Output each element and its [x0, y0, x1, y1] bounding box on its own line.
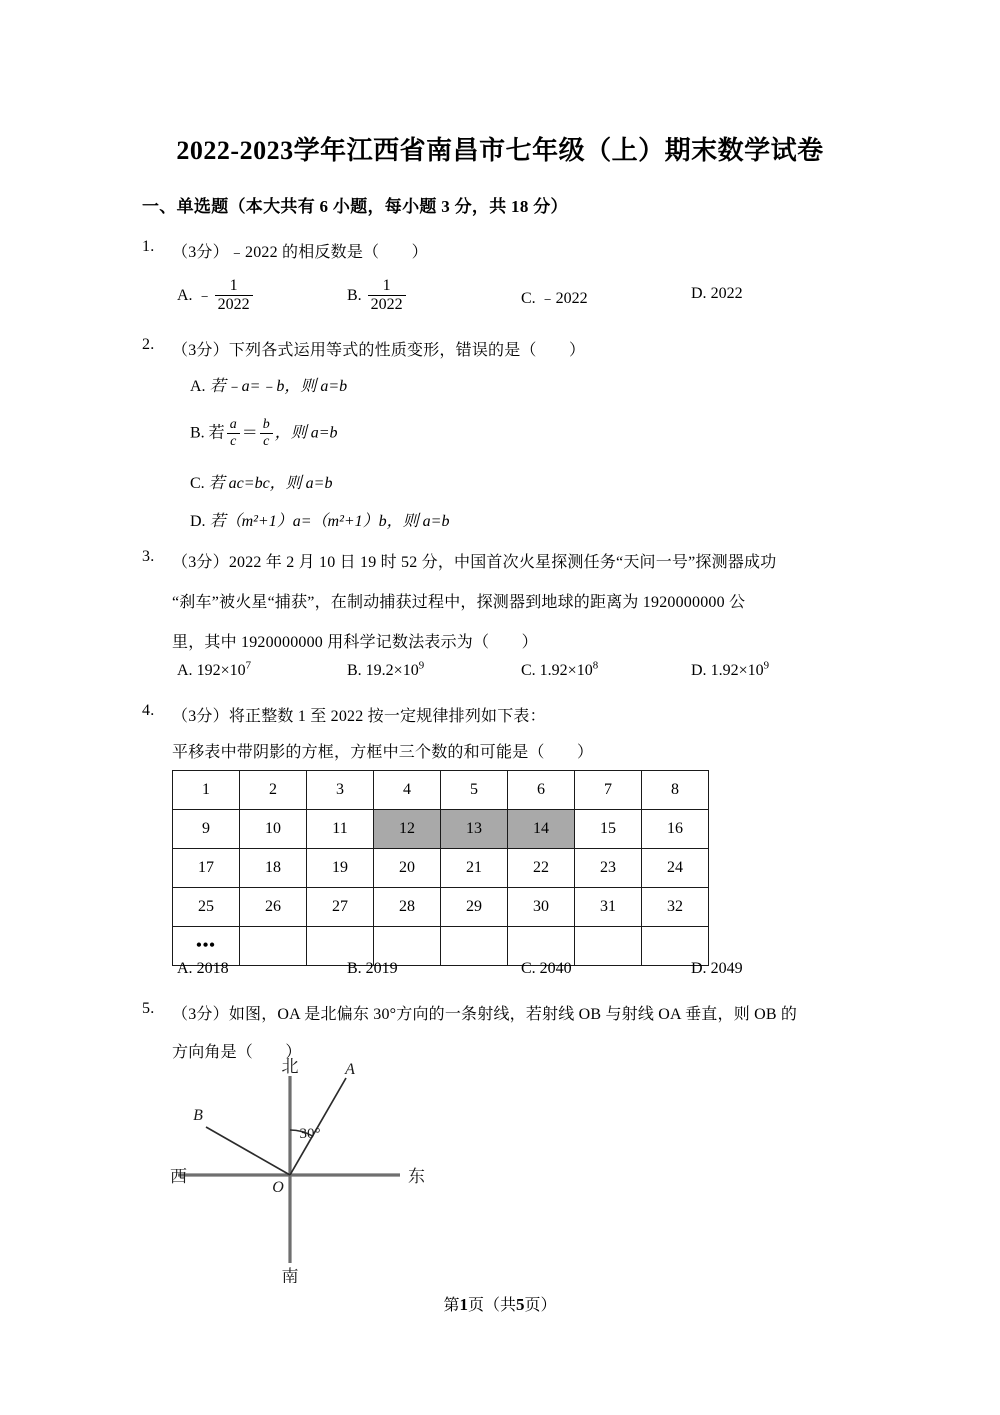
option-label: A.: [177, 287, 193, 304]
question-1-stem: [172, 238, 428, 268]
question-5-stem-line-1: [172, 1000, 797, 1030]
table-cell: 16: [642, 810, 709, 849]
footer-total-pages: 5: [516, 1295, 525, 1314]
option-exponent: 9: [763, 659, 770, 672]
option-mantissa: 1.92×10: [539, 662, 593, 679]
question-1-option-c[interactable]: [521, 285, 588, 308]
label-north: 北: [281, 1058, 299, 1076]
question-1-points: （3分）: [172, 244, 229, 261]
question-1-option-b[interactable]: [347, 278, 408, 314]
table-cell-ellipsis: •••: [173, 927, 240, 966]
question-4-number: 4.: [142, 702, 155, 719]
option-label: A.: [190, 378, 206, 395]
question-4-option-b[interactable]: [347, 960, 398, 978]
table-cell: 5: [441, 771, 508, 810]
fraction-denominator: 2022: [370, 295, 403, 313]
table-cell: 17: [173, 849, 240, 888]
option-label: D.: [190, 513, 206, 530]
label-south: 南: [281, 1267, 299, 1283]
page-title: 2022-2023学年江西省南昌市七年级（上）期末数学试卷: [176, 136, 824, 165]
option-label: B.: [347, 662, 362, 679]
option-label: C.: [521, 960, 536, 977]
table-cell: 3: [307, 771, 374, 810]
option-text: 2049: [710, 960, 743, 977]
option-label: D.: [691, 285, 707, 302]
table-cell: 2: [240, 771, 307, 810]
option-label: C.: [521, 662, 536, 679]
question-4-option-c[interactable]: [521, 960, 572, 978]
option-text: ﹣2022: [539, 290, 588, 307]
table-cell: 10: [240, 810, 307, 849]
footer-suffix: 页）: [524, 1297, 557, 1314]
table-cell: 22: [508, 849, 575, 888]
table-row: [173, 888, 709, 927]
question-3-option-a[interactable]: [177, 659, 252, 680]
table-cell: 9: [173, 810, 240, 849]
question-4-stem-line-1: [172, 702, 546, 732]
label-ray-a: A: [345, 1061, 355, 1078]
question-3-text-1: 2022 年 2 月 10 日 19 时 52 分，中国首次火星探测任务“天问一号”探测器成功: [228, 554, 777, 571]
table-cell: 20: [374, 849, 441, 888]
option-text: 2040: [539, 960, 572, 977]
equals-sign: ＝: [241, 424, 258, 442]
option-mantissa: 19.2×10: [365, 662, 419, 679]
section-heading: 一、单选题（本大共有 6 小题，每小题 3 分，共 18 分）: [142, 197, 568, 216]
option-text: 2019: [365, 960, 398, 977]
table-cell: 21: [441, 849, 508, 888]
table-cell: [240, 927, 307, 966]
compass-direction-figure: [160, 1058, 450, 1283]
option-tail: ，则 a=b: [274, 424, 338, 442]
option-text: 2022: [710, 285, 743, 302]
table-cell: [441, 927, 508, 966]
fraction-denominator: c: [230, 433, 237, 449]
question-2-stem: [172, 336, 585, 366]
number-arrangement-table: [172, 770, 709, 966]
table-cell: 4: [374, 771, 441, 810]
fraction-numerator: b: [260, 418, 273, 434]
table-cell: 31: [575, 888, 642, 927]
question-3-points: （3分）: [172, 554, 229, 571]
option-label: D.: [691, 662, 707, 679]
fraction-denominator: 2022: [217, 295, 250, 313]
question-2-text: 下列各式运用等式的性质变形，错误的是（ ）: [228, 342, 586, 359]
option-exponent: 8: [592, 659, 599, 672]
question-5-number: 5.: [142, 1000, 155, 1017]
option-exponent: 9: [418, 659, 425, 672]
fraction-right: [260, 418, 273, 450]
option-text: 2018: [196, 960, 229, 977]
option-label: C.: [190, 475, 205, 492]
option-text: 若 ac=bc，则 a=b: [208, 475, 333, 492]
table-cell: 6: [508, 771, 575, 810]
table-cell: 8: [642, 771, 709, 810]
question-2-option-c[interactable]: [190, 470, 332, 493]
label-origin: O: [272, 1179, 284, 1196]
option-label: A.: [177, 662, 193, 679]
option-label: B.: [190, 424, 205, 442]
option-text: 若（m²+1）a=（m²+1）b，则 a=b: [209, 513, 450, 530]
table-cell: 24: [642, 849, 709, 888]
table-row: [173, 849, 709, 888]
table-cell: 25: [173, 888, 240, 927]
table-row: [173, 810, 709, 849]
question-4-stem-line-2: 平移表中带阴影的方框，方框中三个数的和可能是（ ）: [172, 744, 594, 761]
question-1-option-d[interactable]: [691, 285, 743, 303]
table-cell: 29: [441, 888, 508, 927]
question-2-points: （3分）: [172, 342, 229, 359]
fraction-left: [227, 418, 240, 450]
table-cell: 28: [374, 888, 441, 927]
table-cell: 1: [173, 771, 240, 810]
option-label: B.: [347, 287, 362, 304]
table-cell: 32: [642, 888, 709, 927]
option-lead: 若: [208, 424, 225, 442]
table-cell: 27: [307, 888, 374, 927]
question-1-option-a[interactable]: [177, 278, 255, 314]
option-label: C.: [521, 290, 536, 307]
footer-middle: 页（共: [467, 1297, 516, 1314]
label-east: 东: [408, 1167, 425, 1186]
fraction-numerator: 1: [368, 278, 406, 296]
footer-page-number: 1: [459, 1295, 468, 1314]
option-sign: ﹣: [196, 287, 213, 304]
option-label: D.: [691, 960, 707, 977]
fraction-numerator: 1: [215, 278, 253, 296]
table-row: [173, 927, 709, 966]
question-4-text-1: 将正整数 1 至 2022 按一定规律排列如下表：: [228, 708, 546, 725]
table-cell: 11: [307, 810, 374, 849]
table-cell: 30: [508, 888, 575, 927]
table-cell: 26: [240, 888, 307, 927]
label-angle: 30°: [299, 1126, 321, 1142]
question-5-text-1: 如图，OA 是北偏东 30°方向的一条射线，若射线 OB 与射线 OA 垂直，则 OB 的: [228, 1006, 798, 1023]
table-body: [173, 771, 709, 966]
question-4-option-a[interactable]: [177, 960, 229, 978]
footer-prefix: 第: [443, 1297, 460, 1314]
table-cell: 23: [575, 849, 642, 888]
fraction-numerator: a: [227, 418, 240, 434]
ray-ob: [206, 1127, 290, 1175]
question-3-option-b[interactable]: [347, 659, 425, 680]
option-exponent: 7: [245, 659, 252, 672]
table-cell: 18: [240, 849, 307, 888]
question-1-text: ﹣2022 的相反数是（ ）: [228, 244, 428, 261]
question-5-points: （3分）: [172, 1006, 229, 1023]
option-text: 若﹣a=﹣b，则 a=b: [209, 378, 348, 395]
page-footer: [0, 1292, 1000, 1315]
table-cell-shaded: 14: [508, 810, 575, 849]
table-cell-shaded: 13: [441, 810, 508, 849]
option-label: A.: [177, 960, 193, 977]
table-cell: 19: [307, 849, 374, 888]
question-5-stem-line-2: 方向角是（ ）: [172, 1044, 302, 1061]
question-2-number: 2.: [142, 336, 155, 353]
table-cell: 15: [575, 810, 642, 849]
question-3-option-c[interactable]: [521, 659, 599, 680]
question-1-number: 1.: [142, 238, 155, 255]
label-ray-b: B: [193, 1107, 203, 1124]
table-cell: 7: [575, 771, 642, 810]
option-mantissa: 1.92×10: [710, 662, 764, 679]
question-2-option-b[interactable]: [190, 418, 338, 450]
fraction-denominator: c: [263, 433, 270, 449]
question-2-option-d[interactable]: [190, 508, 449, 531]
label-west: 西: [170, 1167, 187, 1186]
table-cell-shaded: 12: [374, 810, 441, 849]
question-4-points: （3分）: [172, 708, 229, 725]
question-3-stem-line-2: “刹车”被火星“捕获”，在制动捕获过程中，探测器到地球的距离为 1920000000 公: [172, 594, 746, 611]
question-3-stem-line-1: [172, 548, 776, 578]
question-2-option-a[interactable]: [190, 373, 347, 396]
fraction: [368, 278, 406, 314]
table-row: [173, 771, 709, 810]
question-3-option-d[interactable]: [691, 659, 770, 680]
question-3-number: 3.: [142, 548, 155, 565]
option-label: B.: [347, 960, 362, 977]
question-4-option-d[interactable]: [691, 960, 743, 978]
table-cell: [575, 927, 642, 966]
question-3-stem-line-3: 里，其中 1920000000 用科学记数法表示为（ ）: [172, 634, 538, 651]
fraction: [215, 278, 253, 314]
option-mantissa: 192×10: [196, 662, 246, 679]
